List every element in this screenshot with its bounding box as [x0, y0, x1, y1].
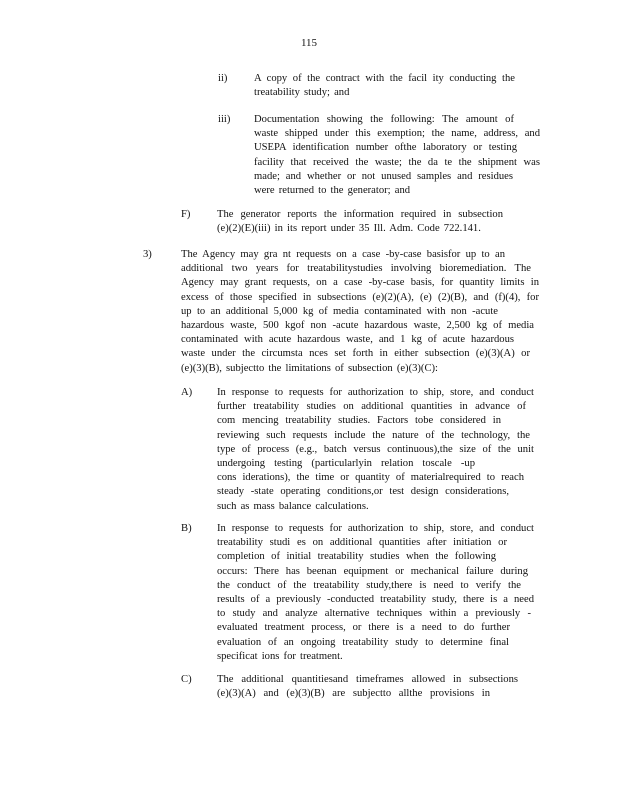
- item-label: F): [181, 209, 191, 220]
- item-text: [217, 208, 503, 236]
- text-line: hazardous waste, 500 kgof non -acute hazardous waste, 2,500 kg of media: [181, 320, 534, 332]
- text-line: steady -state operating conditions,or test design considerations,: [217, 486, 509, 498]
- item-label: C): [181, 674, 192, 685]
- text-line: facility that received the waste; the da te the shipment was: [254, 156, 540, 168]
- item-text: [254, 113, 540, 198]
- text-line: evaluated treatment process, or there is a need to do further: [217, 622, 510, 634]
- text-line: The additional quantitiesand timeframes allowed in subsections: [217, 674, 518, 685]
- text-line: Agency may grant requests, on a case -by-case basis, for quantity limits in: [181, 277, 539, 289]
- text-line: were returned to the generator; and: [254, 185, 411, 197]
- item-iii: [218, 113, 540, 198]
- text-line: undergoing testing (particularlyin relation toscale -up: [217, 458, 475, 470]
- item-f: [181, 208, 503, 236]
- text-line: completion of initial treatability studies when the following: [217, 551, 496, 563]
- text-line: results of a previously -conducted treatability study, there is a need: [217, 594, 534, 606]
- text-line: reviewing such requests include the nature of the technology, the: [217, 429, 530, 441]
- text-line: The Agency may gra nt requests on a case -by-case basisfor up to an: [181, 249, 505, 260]
- text-line: com mencing treatability studies. Factors tobe considered in: [217, 415, 501, 427]
- text-line: (e)(2)(E)(iii) in its report under 35 Ill. Adm. Code 722.141.: [217, 223, 481, 235]
- item-label: ii): [218, 73, 228, 84]
- text-line: to study and analyze alternative techniques within a previously -: [217, 608, 531, 620]
- text-line: specificat ions for treatment.: [217, 650, 343, 662]
- text-line: A copy of the contract with the facil ity conducting the: [254, 73, 515, 84]
- text-line: (e)(3)(A) and (e)(3)(B) are subjectto allthe provisions in: [217, 688, 490, 700]
- item-label: 3): [143, 249, 152, 260]
- item-text: [217, 386, 534, 514]
- text-line: made; and whether or not unused samples and residues: [254, 170, 513, 182]
- item-text: [181, 248, 539, 376]
- page-number: 115: [300, 37, 318, 49]
- text-line: In response to requests for authorization to ship, store, and conduct: [217, 523, 534, 534]
- text-line: waste under the circumsta nces set forth in either subsection (e)(3)(A) or: [181, 348, 530, 360]
- item-ii: [218, 72, 515, 100]
- text-line: type of process (e.g., batch versus continuous),the size of the unit: [217, 443, 534, 455]
- item-text: [254, 72, 515, 100]
- text-line: waste shipped under this exemption; the name, address, and: [254, 128, 540, 140]
- item-label: B): [181, 523, 192, 534]
- text-line: evaluation of an ongoing treatability study to determine final: [217, 636, 509, 648]
- text-line: contaminated with acute hazardous waste, and 1 kg of acute hazardous: [181, 334, 514, 346]
- text-line: such as mass balance calculations.: [217, 500, 369, 512]
- text-line: up to an additional 5,000 kg of media contaminated with non -acute: [181, 305, 498, 317]
- text-line: USEPA identification number ofthe laboratory or testing: [254, 142, 517, 154]
- item-3: [143, 248, 539, 376]
- item-text: [217, 522, 534, 664]
- text-line: The generator reports the information required in subsection: [217, 209, 503, 220]
- item-b: [181, 522, 534, 664]
- text-line: cons iderations), the time or quantity of materialrequired to reach: [217, 472, 524, 484]
- text-line: (e)(3)(B), subjectto the limitations of subsection (e)(3)(C):: [181, 362, 439, 374]
- item-label: A): [181, 387, 193, 398]
- text-line: further treatability studies on additional quantities in advance of: [217, 401, 526, 413]
- text-line: the conduct of the treatability study,there is need to verify the: [217, 579, 521, 591]
- text-line: excess of those specified in subsections (e)(2)(A), (e) (2)(B), and (f)(4), for: [181, 291, 539, 303]
- text-line: Documentation showing the following: The amount of: [254, 114, 514, 125]
- item-c: [181, 673, 518, 701]
- text-line: treatability study; and: [254, 87, 350, 99]
- item-a: [181, 386, 534, 514]
- item-label: iii): [218, 114, 231, 125]
- text-line: treatability studi es on additional quantities after initiation or: [217, 537, 507, 549]
- item-text: [217, 673, 518, 701]
- text-line: In response to requests for authorization to ship, store, and conduct: [217, 387, 534, 398]
- text-line: additional two years for treatabilitystudies involving bioremediation. The: [181, 263, 531, 275]
- text-line: occurs: There has beenan equipment or mechanical failure during: [217, 565, 528, 577]
